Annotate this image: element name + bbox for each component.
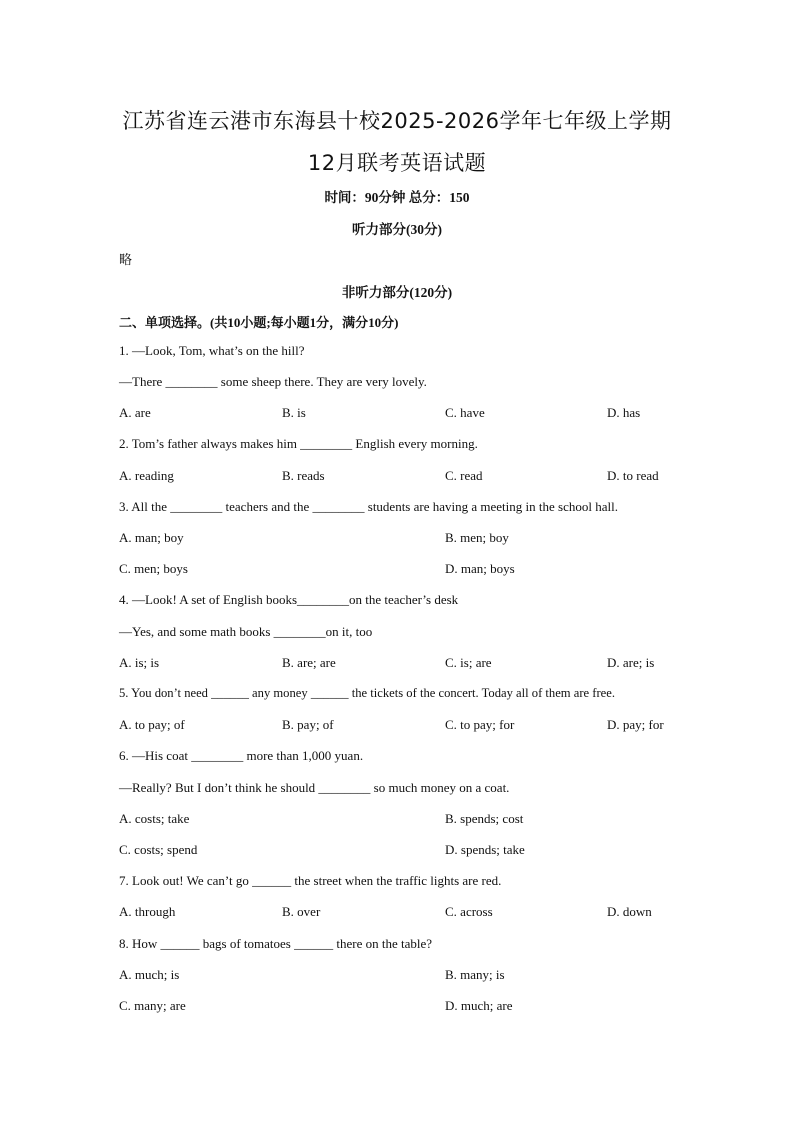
- exam-title-line2: 12月联考英语试题: [307, 151, 487, 175]
- question-6-option-c: C. costs; spend: [119, 842, 198, 857]
- exam-title-line1: 江苏省连云港市东海县十校2025-2026学年七年级上学期: [122, 109, 672, 133]
- listening-note: 略: [119, 253, 133, 268]
- question-8-stem: 8. How ______ bags of tomatoes ______ there on the table?: [119, 936, 433, 951]
- question-6-option-a: A. costs; take: [119, 811, 190, 826]
- exam-meta: 时间：90分钟 总分：150: [324, 190, 470, 205]
- question-6-option-b: B. spends; cost: [445, 811, 524, 826]
- question-2-option-c: C. read: [445, 468, 483, 483]
- question-7-stem: 7. Look out! We can’t go ______ the street when the traffic lights are red.: [119, 873, 502, 888]
- question-5-option-b: B. pay; of: [282, 717, 334, 732]
- question-5-option-a: A. to pay; of: [119, 717, 185, 732]
- question-4-option-b: B. are; are: [282, 655, 336, 670]
- question-8-option-b: B. many; is: [445, 967, 505, 982]
- question-3-option-c: C. men; boys: [119, 561, 188, 576]
- question-3-stem: 3. All the ________ teachers and the ________ students are having a meeting in the school hall.: [119, 499, 618, 514]
- question-5-option-d: D. pay; for: [607, 717, 664, 732]
- question-1-stem-2: —There ________ some sheep there. They are very lovely.: [119, 374, 427, 389]
- question-7-option-d: D. down: [607, 904, 652, 919]
- question-1-option-a: A. are: [119, 405, 151, 420]
- question-3-option-b: B. men; boy: [445, 530, 509, 545]
- question-6-option-d: D. spends; take: [445, 842, 525, 857]
- question-2-option-b: B. reads: [282, 468, 325, 483]
- question-1-stem: 1. —Look, Tom, what’s on the hill?: [119, 343, 305, 358]
- question-5-stem: 5. You don’t need ______ any money ______ the tickets of the concert. Today all of them are free.: [119, 686, 615, 700]
- question-3-option-a: A. man; boy: [119, 530, 184, 545]
- question-6-stem-2: —Really? But I don’t think he should ________ so much money on a coat.: [119, 780, 510, 795]
- question-7-option-a: A. through: [119, 904, 176, 919]
- nonlistening-heading: 非听力部分(120分): [341, 285, 453, 300]
- listening-heading: 听力部分(30分): [352, 222, 442, 237]
- question-4-option-d: D. are; is: [607, 655, 655, 670]
- question-6-stem: 6. —His coat ________ more than 1,000 yuan.: [119, 748, 364, 763]
- section-heading: 二、单项选择。(共10小题;每小题1分，满分10分): [119, 315, 399, 330]
- question-7-option-b: B. over: [282, 904, 321, 919]
- question-8-option-a: A. much; is: [119, 967, 180, 982]
- question-4-stem-2: —Yes, and some math books ________on it, too: [119, 624, 373, 639]
- question-1-option-b: B. is: [282, 405, 306, 420]
- question-4-option-c: C. is; are: [445, 655, 492, 670]
- question-5-option-c: C. to pay; for: [445, 717, 515, 732]
- question-3-option-d: D. man; boys: [445, 561, 515, 576]
- question-8-option-d: D. much; are: [445, 998, 513, 1013]
- question-1-option-c: C. have: [445, 405, 485, 420]
- question-1-option-d: D. has: [607, 405, 641, 420]
- question-7-option-c: C. across: [445, 904, 493, 919]
- question-2-option-a: A. reading: [119, 468, 174, 483]
- question-8-option-c: C. many; are: [119, 998, 186, 1013]
- question-4-option-a: A. is; is: [119, 655, 160, 670]
- question-2-stem: 2. Tom’s father always makes him ________ English every morning.: [119, 436, 478, 451]
- question-2-option-d: D. to read: [607, 468, 659, 483]
- question-4-stem: 4. —Look! A set of English books________on the teacher’s desk: [119, 592, 459, 607]
